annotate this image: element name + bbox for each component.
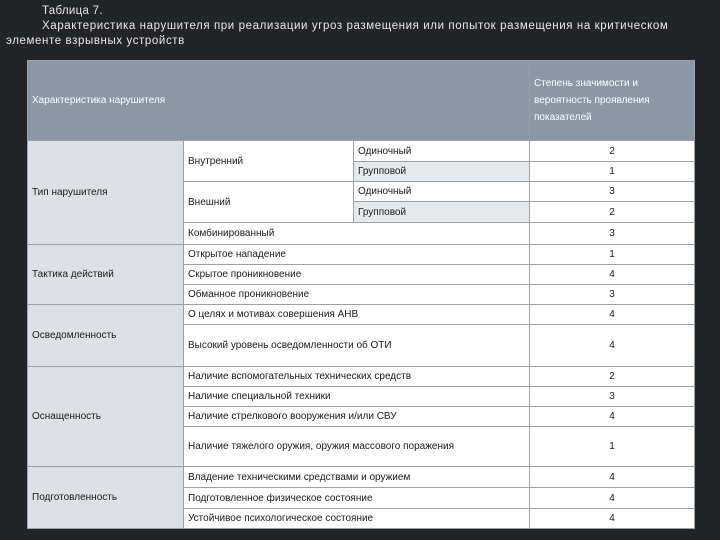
type-internal: Внутренний (184, 141, 354, 182)
value-cell: 4 (530, 325, 695, 367)
value-cell: 1 (530, 162, 695, 182)
category-preparedness: Подготовленность (28, 467, 184, 529)
category-tactics: Тактика действий (28, 245, 184, 305)
value-cell: 4 (530, 488, 695, 509)
category-awareness: Осведомленность (28, 305, 184, 367)
row-label: Наличие специальной техники (184, 387, 530, 407)
type-external-single: Одиночный (354, 182, 530, 202)
row-label: Наличие вспомогательных технических средств (184, 367, 530, 387)
value-cell: 2 (530, 141, 695, 162)
value-cell: 3 (530, 285, 695, 305)
header-characteristic: Характеристика нарушителя (28, 61, 530, 141)
violator-characteristics-table (27, 60, 695, 529)
value-cell: 4 (530, 509, 695, 529)
table-row (28, 245, 695, 265)
row-label: Открытое нападение (184, 245, 530, 265)
type-external-group: Групповой (354, 202, 530, 223)
table-header-row (28, 61, 695, 141)
row-label: Наличие стрелкового вооружения и/или СВУ (184, 407, 530, 427)
caption-table-number: Таблица 7. (42, 5, 103, 17)
value-cell: 3 (530, 182, 695, 202)
row-label: О целях и мотивах совершения АНВ (184, 305, 530, 325)
row-label: Скрытое проникновение (184, 265, 530, 285)
row-label: Подготовленное физическое состояние (184, 488, 530, 509)
value-cell: 2 (530, 367, 695, 387)
row-label: Высокий уровень осведомленности об ОТИ (184, 325, 530, 367)
category-equipment: Оснащенность (28, 367, 184, 467)
value-cell: 1 (530, 245, 695, 265)
type-combined: Комбинированный (184, 223, 530, 245)
row-label: Владение техническими средствами и оружием (184, 467, 530, 488)
type-internal-single: Одиночный (354, 141, 530, 162)
value-cell: 4 (530, 305, 695, 325)
value-cell: 4 (530, 467, 695, 488)
value-cell: 1 (530, 427, 695, 467)
row-label: Обманное проникновение (184, 285, 530, 305)
value-cell: 3 (530, 387, 695, 407)
row-label: Устойчивое психологическое состояние (184, 509, 530, 529)
header-significance: Степень значимости и вероятность проявления показателей (530, 61, 695, 141)
row-label: Наличие тяжелого оружия, оружия массового поражения (184, 427, 530, 467)
category-type: Тип нарушителя (28, 141, 184, 245)
caption-title-line2: элементе взрывных устройств (6, 35, 185, 47)
value-cell: 4 (530, 407, 695, 427)
type-external: Внешний (184, 182, 354, 223)
table-row (28, 367, 695, 387)
caption-title-line1: Характеристика нарушителя при реализации угроз размещения или попыток размещения на критическом (42, 20, 669, 32)
value-cell: 2 (530, 202, 695, 223)
table-row (28, 141, 695, 162)
type-internal-group: Групповой (354, 162, 530, 182)
table-row (28, 467, 695, 488)
table-row (28, 305, 695, 325)
value-cell: 4 (530, 265, 695, 285)
value-cell: 3 (530, 223, 695, 245)
